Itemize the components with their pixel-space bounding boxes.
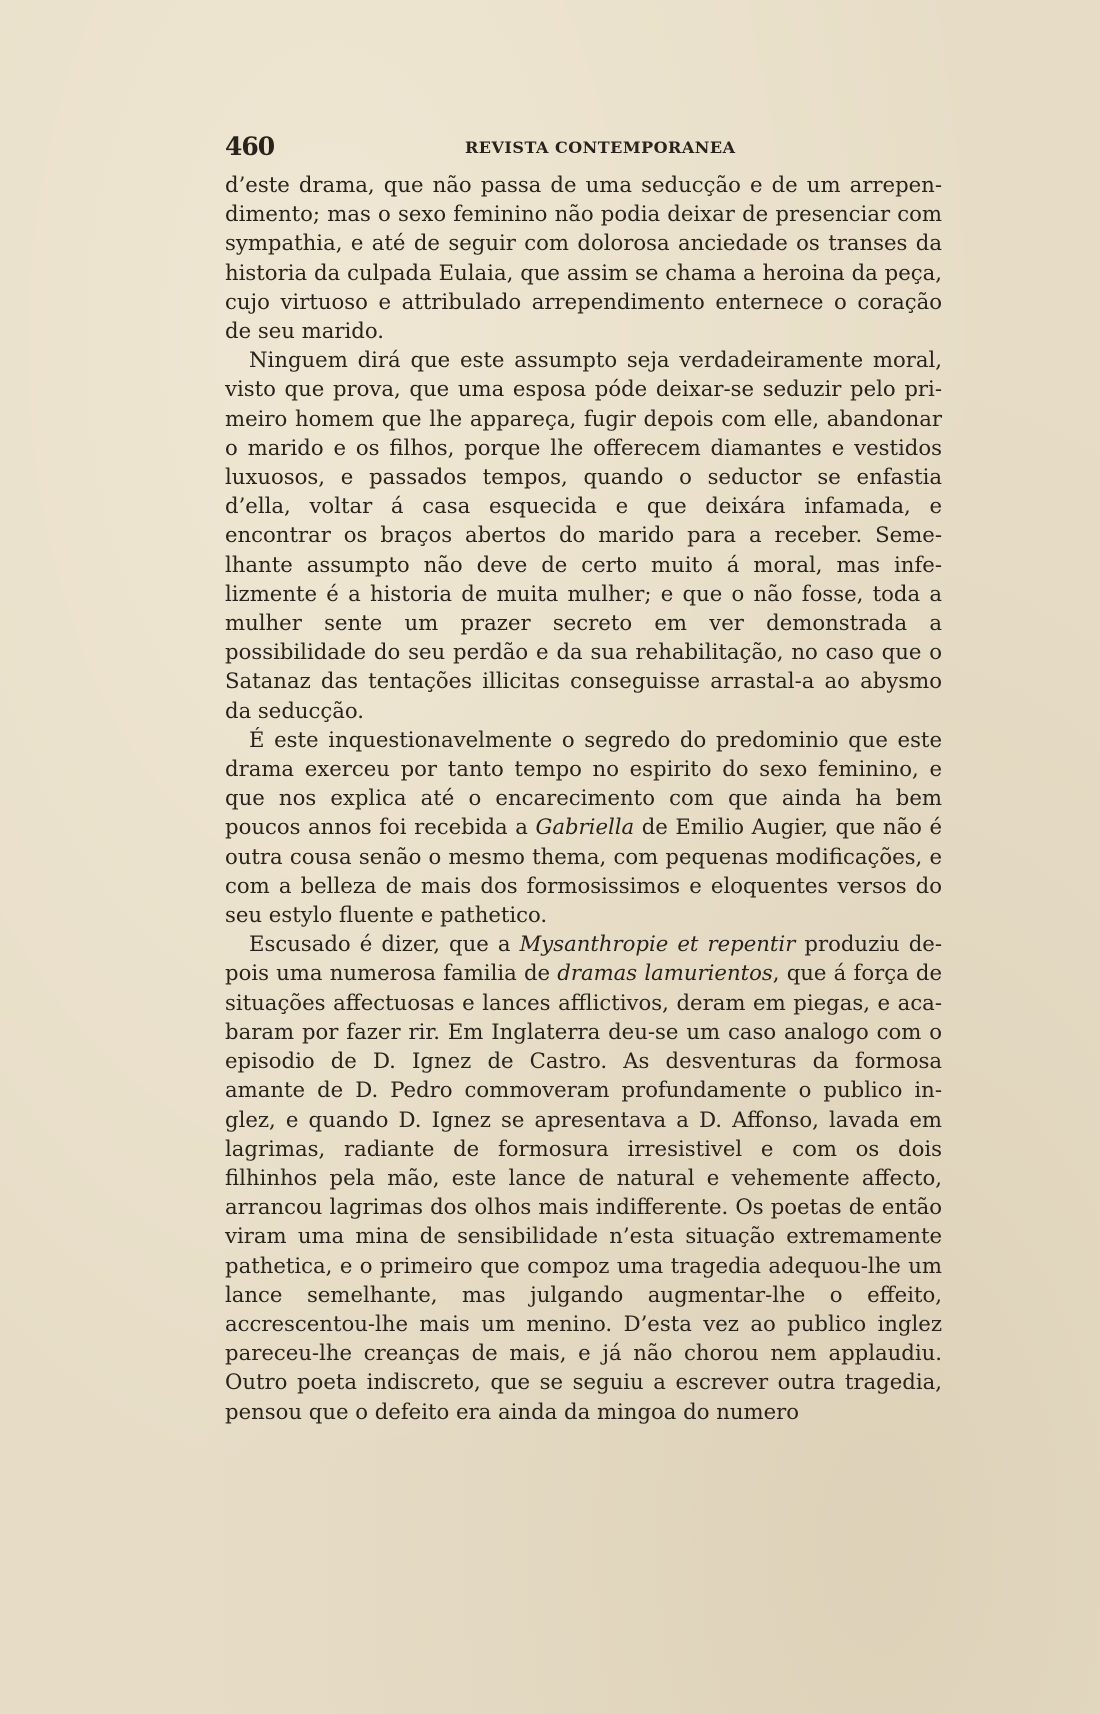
text-run: , que á força de situações affectuosas e lances afflictivos, deram em piegas, e acabaram por fazer rir. Em Inglaterra deu-se um caso analogo com o episodio de D. Ignez de Castro. As desventuras da formosa amante de D. Pedro commoveram profundamente o publico inglez, e quando D. Ignez se apresentava a D. Affonso, lavada em lagrimas, radiante de formosura irresistivel e com os dois filhinhos pela mão, este lance de natural e vehemente affecto, arrancou lagrimas dos olhos mais indifferente. Os poetas de então viram uma mina de sensibilidade n’esta situação extremamente pathetica, e o primeiro que compoz uma tragedia adequou-lhe um lance semelhante, mas julgando augmentar-lhe o effeito, accrescentou-lhe mais um menino. D’esta vez ao publico inglez pareceu-lhe creanças de mais, e já não chorou nem applaudiu. Outro poeta indiscreto, que se seguiu a escrever outra tragedia, pensou que o defeito era ainda da mingoa do numero [225, 960, 942, 1424]
body-text [225, 170, 942, 1426]
paragraph [225, 345, 942, 725]
running-head [225, 130, 942, 166]
page-number: 460 [225, 132, 275, 161]
paragraph [225, 725, 942, 929]
italic-title: dramas lamurientos [557, 960, 773, 986]
text-run: d’este drama, que não passa de uma seducção e de um arrependimento; mas o sexo feminino não podia deixar de presenciar com sympathia, e até de seguir com dolorosa anciedade os transes da historia da culpada Eulaia, que assim se chama a heroina da peça, cujo virtuoso e attribulado arrependimento enternece o coração de seu marido. [225, 172, 942, 344]
italic-title: Mysanthropie et repentir [519, 931, 796, 957]
text-run: Ninguem dirá que este assumpto seja verdadeiramente moral, visto que prova, que uma esposa póde deixar-se seduzir pelo primeiro homem que lhe appareça, fugir depois com elle, abandonar o marido e os filhos, porque lhe offerecem diamantes e vestidos luxuosos, e passados tempos, quando o seductor se enfastia d’ella, voltar á casa esquecida e que deixára infamada, e encontrar os braços abertos do marido para a receber. Semelhante assumpto não deve de certo muito á moral, mas infelizmente é a historia de muita mulher; e que o não fosse, toda a mulher sente um prazer secreto em ver demonstrada a possibilidade do seu perdão e da sua rehabilitação, no caso que o Satanaz das tentações illicitas conseguisse arrastal-a ao abysmo da seducção. [225, 347, 942, 723]
text-run: Escusado é dizer, que a [249, 931, 520, 957]
paragraph [225, 929, 942, 1425]
paragraph [225, 170, 942, 345]
text-run: produziu depois uma numerosa familia de [225, 931, 943, 986]
book-page [225, 130, 942, 1426]
text-run: de Emilio Augier, que não é outra cousa senão o mesmo thema, com pequenas modificações, e com a belleza de mais dos formosissimos e eloquentes versos do seu estylo fluente e pathetico. [225, 814, 942, 928]
italic-title: Gabriella [535, 814, 635, 840]
text-run: É este inquestionavelmente o segredo do predominio que este drama exerceu por tanto tempo no espirito do sexo feminino, e que nos explica até o encarecimento com que ainda ha bem poucos annos foi recebida a [225, 726, 942, 840]
journal-title: REVISTA CONTEMPORANEA [465, 138, 736, 157]
